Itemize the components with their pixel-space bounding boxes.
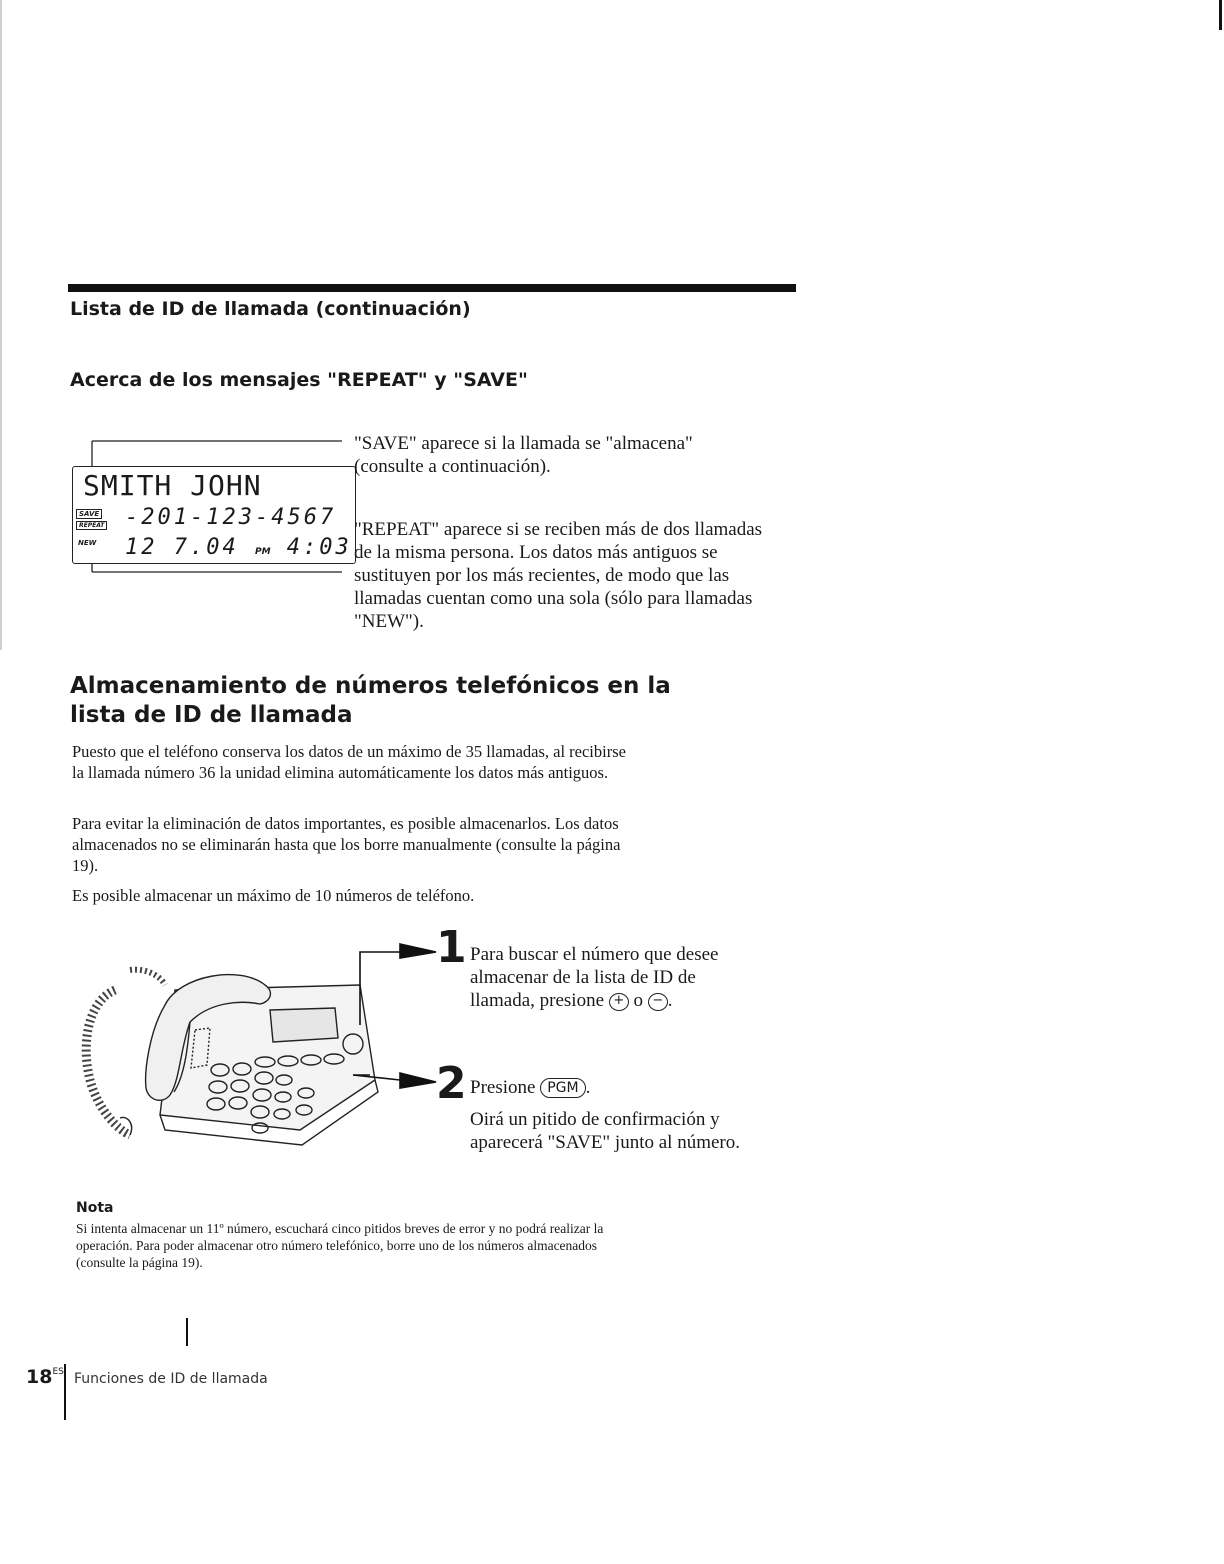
footer-divider: [64, 1364, 66, 1420]
lcd-date: 12 7.04: [125, 535, 239, 560]
note-text: Si intenta almacenar un 11º número, escuchará cinco pitidos breves de error y no podrá realizar la operación. Para poder almacenar otro número telefónico, borre uno de los números almacenados (consulte la página 19).: [76, 1221, 604, 1270]
plus-key-icon: +: [609, 993, 629, 1011]
page-number: [26, 1366, 64, 1388]
paragraph-max-store: Es posible almacenar un máximo de 10 números de teléfono.: [72, 886, 475, 905]
repeat-description: "REPEAT" aparece si se reciben más de dos llamadas de la misma persona. Los datos más antiguos se sustituyen por los más recientes, de modo que las llamadas cuentan como una sola (sólo para llamadas "NEW").: [354, 519, 763, 632]
scan-edge-right: [1219, 0, 1222, 30]
step-2-detail: Oirá un pitido de confirmación y aparecerá "SAVE" junto al número.: [470, 1109, 740, 1153]
section-header: Lista de ID de llamada (continuación): [70, 298, 471, 320]
page-number-value: 18: [26, 1366, 53, 1388]
step-2-line: [470, 1076, 760, 1099]
page-number-suffix: ES: [52, 1367, 64, 1377]
lcd-save-tag: SAVE: [76, 509, 102, 519]
step-1-instruction: Para buscar el número que desee almacenar de la lista de ID de llamada, presione: [470, 944, 719, 1011]
lcd-time: 4:03: [286, 535, 352, 560]
pgm-key-icon: PGM: [540, 1078, 585, 1098]
step-2-period: .: [585, 1077, 591, 1098]
telephone-illustration: [70, 930, 460, 1160]
lcd-ampm: PM: [254, 547, 271, 557]
section-top-rule: [68, 284, 796, 292]
lcd-caller-name: SMITH JOHN: [83, 469, 262, 502]
lcd-new-tag: NEW: [78, 539, 97, 547]
lcd-illustration: [70, 440, 350, 580]
scan-edge-left: [0, 0, 2, 650]
main-heading: Almacenamiento de números telefónicos en la lista de ID de llamada: [70, 673, 671, 728]
lcd-date-time: [125, 535, 352, 560]
paragraph-capacity: Puesto que el teléfono conserva los datos de un máximo de 35 llamadas, al recibirse la llamada número 36 la unidad elimina automáticamente los datos más antiguos.: [72, 742, 626, 782]
save-description: "SAVE" aparece si la llamada se "almacena" (consulte a continuación).: [354, 433, 693, 477]
paragraph-store-data: Para evitar la eliminación de datos importantes, es posible almacenarlos. Los datos almacenados no se eliminarán hasta que los borre manualmente (consulte la página 19).: [72, 814, 621, 875]
lcd-screen: [72, 466, 356, 564]
step-1-text: [470, 943, 760, 1012]
step-1-or: o: [633, 990, 644, 1011]
minus-key-icon: −: [648, 993, 668, 1011]
step-2-instruction: Presione: [470, 1077, 536, 1098]
step-1-period: .: [667, 990, 673, 1011]
lcd-repeat-tag: REPEAT: [76, 521, 107, 530]
step-2-number: 2: [436, 1058, 467, 1109]
lcd-phone-number: -201-123-4567: [125, 505, 337, 530]
subheading: Acerca de los mensajes "REPEAT" y "SAVE": [70, 369, 528, 391]
step-1-number: 1: [436, 922, 467, 973]
footer-section-label: Funciones de ID de llamada: [74, 1371, 268, 1387]
scan-mark: [186, 1318, 188, 1346]
note-title: Nota: [76, 1200, 114, 1216]
